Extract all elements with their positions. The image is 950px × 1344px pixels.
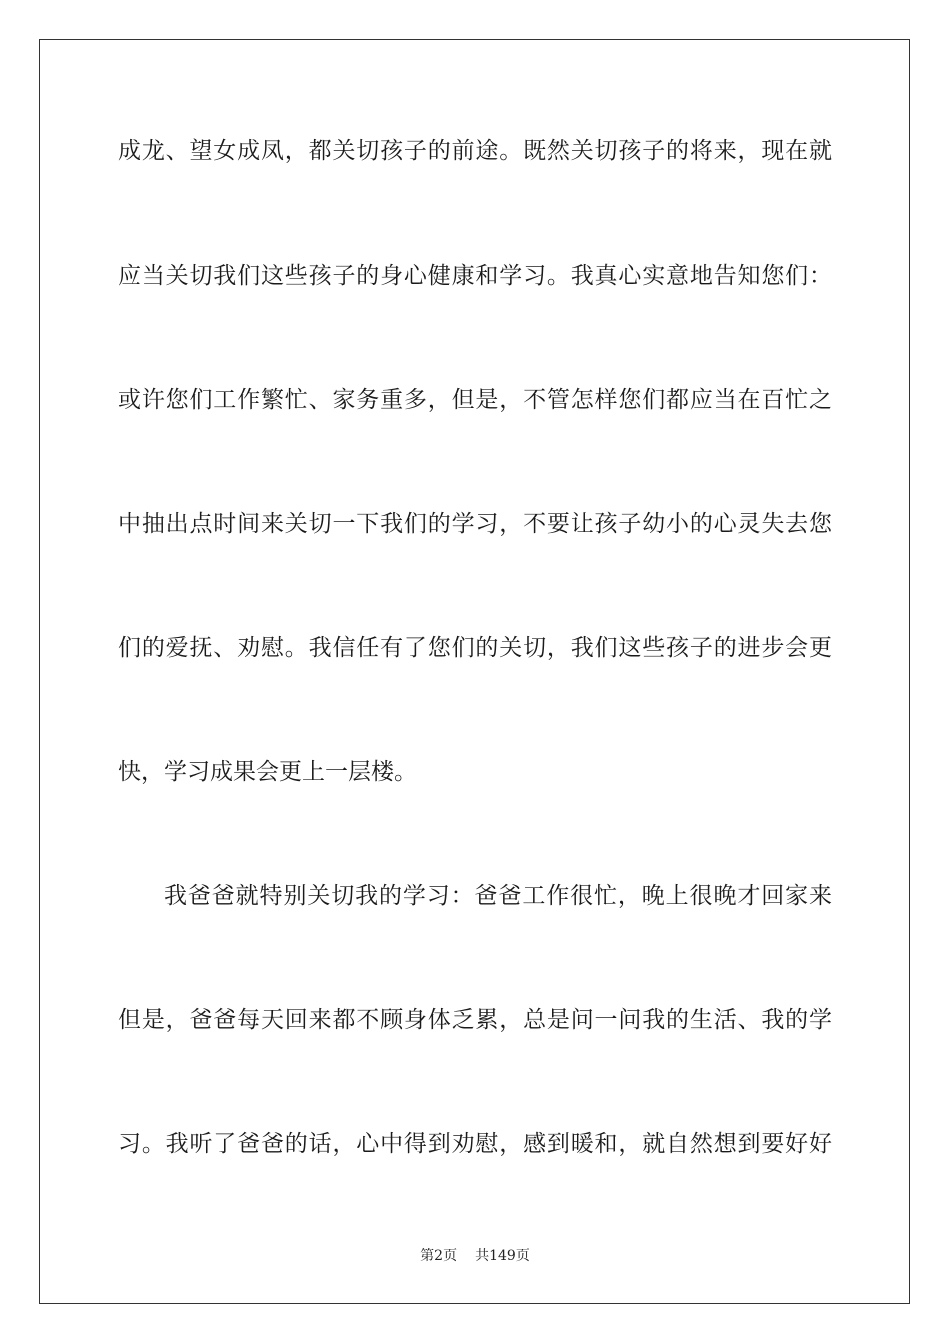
text-line: 快，学习成果会更上一层楼。 bbox=[118, 759, 417, 785]
text-line: 应当关切我们这些孩子的身心健康和学习。我真心实意地告知您们： bbox=[118, 263, 832, 289]
text-line: 习。我听了爸爸的话，心中得到劝慰，感到暖和，就自然想到要好好 bbox=[118, 1131, 832, 1157]
page-number: 第2页 bbox=[420, 1248, 458, 1264]
total-pages: 共149页 bbox=[475, 1248, 530, 1264]
text-line: 中抽出点时间来关切一下我们的学习，不要让孩子幼小的心灵失去您 bbox=[118, 511, 832, 537]
page-border bbox=[39, 39, 910, 1304]
paragraph-start-line: 我爸爸就特别关切我的学习：爸爸工作很忙，晚上很晚才回家来 bbox=[164, 883, 832, 909]
text-line: 们的爱抚、劝慰。我信任有了您们的关切，我们这些孩子的进步会更 bbox=[118, 635, 832, 661]
page-footer bbox=[0, 1246, 950, 1266]
text-line: 成龙、望女成凤，都关切孩子的前途。既然关切孩子的将来，现在就 bbox=[118, 138, 832, 164]
text-line: 或许您们工作繁忙、家务重多，但是，不管怎样您们都应当在百忙之 bbox=[118, 387, 832, 413]
text-line: 但是，爸爸每天回来都不顾身体乏累，总是问一问我的生活、我的学 bbox=[118, 1007, 832, 1033]
